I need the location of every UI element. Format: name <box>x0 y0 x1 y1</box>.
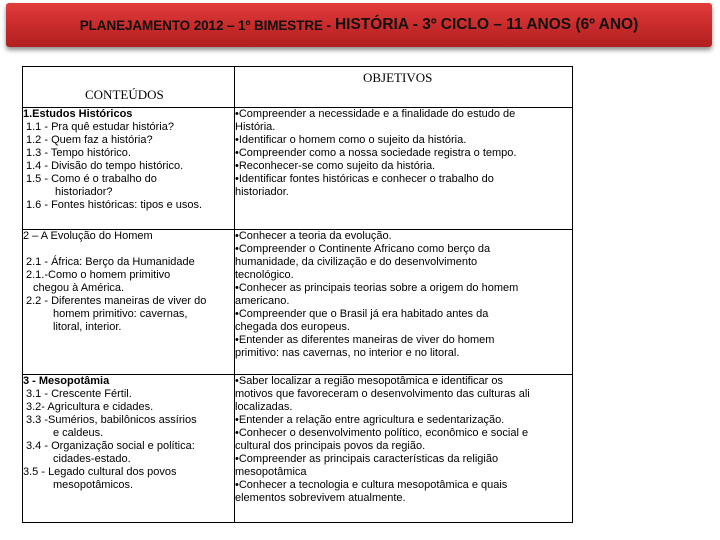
objective-line: •Conhecer o desenvolvimento político, econômico e social e <box>235 427 529 439</box>
objective-line: elementos sobrevivem atualmente. <box>235 492 406 504</box>
content-line: 2.1 - África: Berço da Humanidade <box>26 256 195 268</box>
header-objetivos: OBJETIVOS <box>363 70 433 85</box>
content-line: 3.3 -Sumérios, babilônicos assírios <box>26 414 197 426</box>
content-line: litoral, interior. <box>53 321 122 333</box>
content-line: historiador? <box>55 186 113 198</box>
objective-line: •Compreender as principais características da religião <box>235 453 499 465</box>
content-line: 3.1 - Crescente Fértil. <box>26 388 132 400</box>
objective-line: •Conhecer a tecnologia e cultura mesopotâmica e quais <box>235 479 508 491</box>
objective-line: •Compreender que o Brasil já era habitado antes da <box>235 308 489 320</box>
line-spacer <box>23 243 234 256</box>
table-row <box>23 230 573 375</box>
objective-line: •Conhecer as principais teorias sobre a origem do homem <box>235 282 519 294</box>
content-line: 3 - Mesopotâmia <box>23 375 110 387</box>
title-banner <box>6 3 712 47</box>
content-line: 1.2 - Quem faz a história? <box>26 134 153 146</box>
objective-line: chegada dos europeus. <box>235 321 350 333</box>
table-row <box>23 108 573 230</box>
content-line: 1.6 - Fontes históricas: tipos e usos. <box>26 199 203 211</box>
conteudos-cell <box>23 375 235 523</box>
objective-line: tecnológico. <box>235 269 294 281</box>
objective-line: humanidade, da civilização e do desenvolvimento <box>235 256 478 268</box>
objective-line: primitivo: nas cavernas, no interior e no litoral. <box>235 347 460 359</box>
objective-line: História. <box>235 121 276 133</box>
conteudos-cell <box>23 108 235 230</box>
content-line: 3.5 - Legado cultural dos povos <box>23 466 177 478</box>
objective-line: •Entender as diferentes maneiras de viver do homem <box>235 334 495 346</box>
content-line: 1.4 - Divisão do tempo histórico. <box>26 160 184 172</box>
content-line: 3.4 - Organização social e política: <box>26 440 195 452</box>
content-line: 1.Estudos Históricos <box>23 108 133 120</box>
content-line: 2.2 - Diferentes maneiras de viver do <box>26 295 207 307</box>
content-line: chegou à América. <box>33 282 125 294</box>
objective-line: •Entender a relação entre agricultura e sedentarização. <box>235 414 505 426</box>
objective-line: •Reconhecer-se como sujeito da história. <box>235 160 436 172</box>
objective-line: localizadas. <box>235 401 293 413</box>
header-conteudos: CONTEÚDOS <box>85 87 164 102</box>
header-cell-objetivos <box>235 67 573 108</box>
content-line: 1.1 - Pra quê estudar história? <box>26 121 174 133</box>
content-line: cidades-estado. <box>53 453 131 465</box>
objective-line: •Conhecer a teoria da evolução. <box>235 230 392 242</box>
content-line: 1.5 - Como é o trabalho do <box>26 173 157 185</box>
planning-table <box>22 66 573 523</box>
objetivos-cell <box>235 108 573 230</box>
table-header-row <box>23 67 573 108</box>
objective-line: americano. <box>235 295 290 307</box>
objective-line: •Saber localizar a região mesopotâmica e identificar os <box>235 375 503 387</box>
content-line: homem primitivo: cavernas, <box>53 308 188 320</box>
objetivos-cell <box>235 375 573 523</box>
objetivos-cell <box>235 230 573 375</box>
objective-line: motivos que favoreceram o desenvolvimento das culturas ali <box>235 388 530 400</box>
objective-line: •Compreender a necessidade e a finalidade do estudo de <box>235 108 516 120</box>
conteudos-cell <box>23 230 235 375</box>
content-line: 2.1.-Como o homem primitivo <box>26 269 171 281</box>
table-row <box>23 375 573 523</box>
objective-line: mesopotâmica <box>235 466 307 478</box>
content-line: mesopotâmicos. <box>53 479 134 491</box>
banner-title-part2: HISTÓRIA - 3º CICLO – 11 ANOS (6º ANO) <box>334 16 639 33</box>
objective-line: •Compreender como a nossa sociedade registra o tempo. <box>235 147 517 159</box>
content-line: 1.3 - Tempo histórico. <box>26 147 131 159</box>
banner-title-part1: PLANEJAMENTO 2012 – 1º BIMESTRE - <box>79 17 331 33</box>
content-line: 2 – A Evolução do Homem <box>23 230 153 242</box>
objective-line: historiador. <box>235 186 289 198</box>
objective-line: •Identificar o homem como o sujeito da história. <box>235 134 467 146</box>
content-line: 3.2- Agricultura e cidades. <box>26 401 154 413</box>
header-cell-conteudos <box>23 67 235 108</box>
objective-line: cultural dos principais povos da região. <box>235 440 426 452</box>
objective-line: •Identificar fontes históricas e conhecer o trabalho do <box>235 173 494 185</box>
content-line: e caldeus. <box>53 427 104 439</box>
objective-line: •Compreender o Continente Africano como berço da <box>235 243 491 255</box>
